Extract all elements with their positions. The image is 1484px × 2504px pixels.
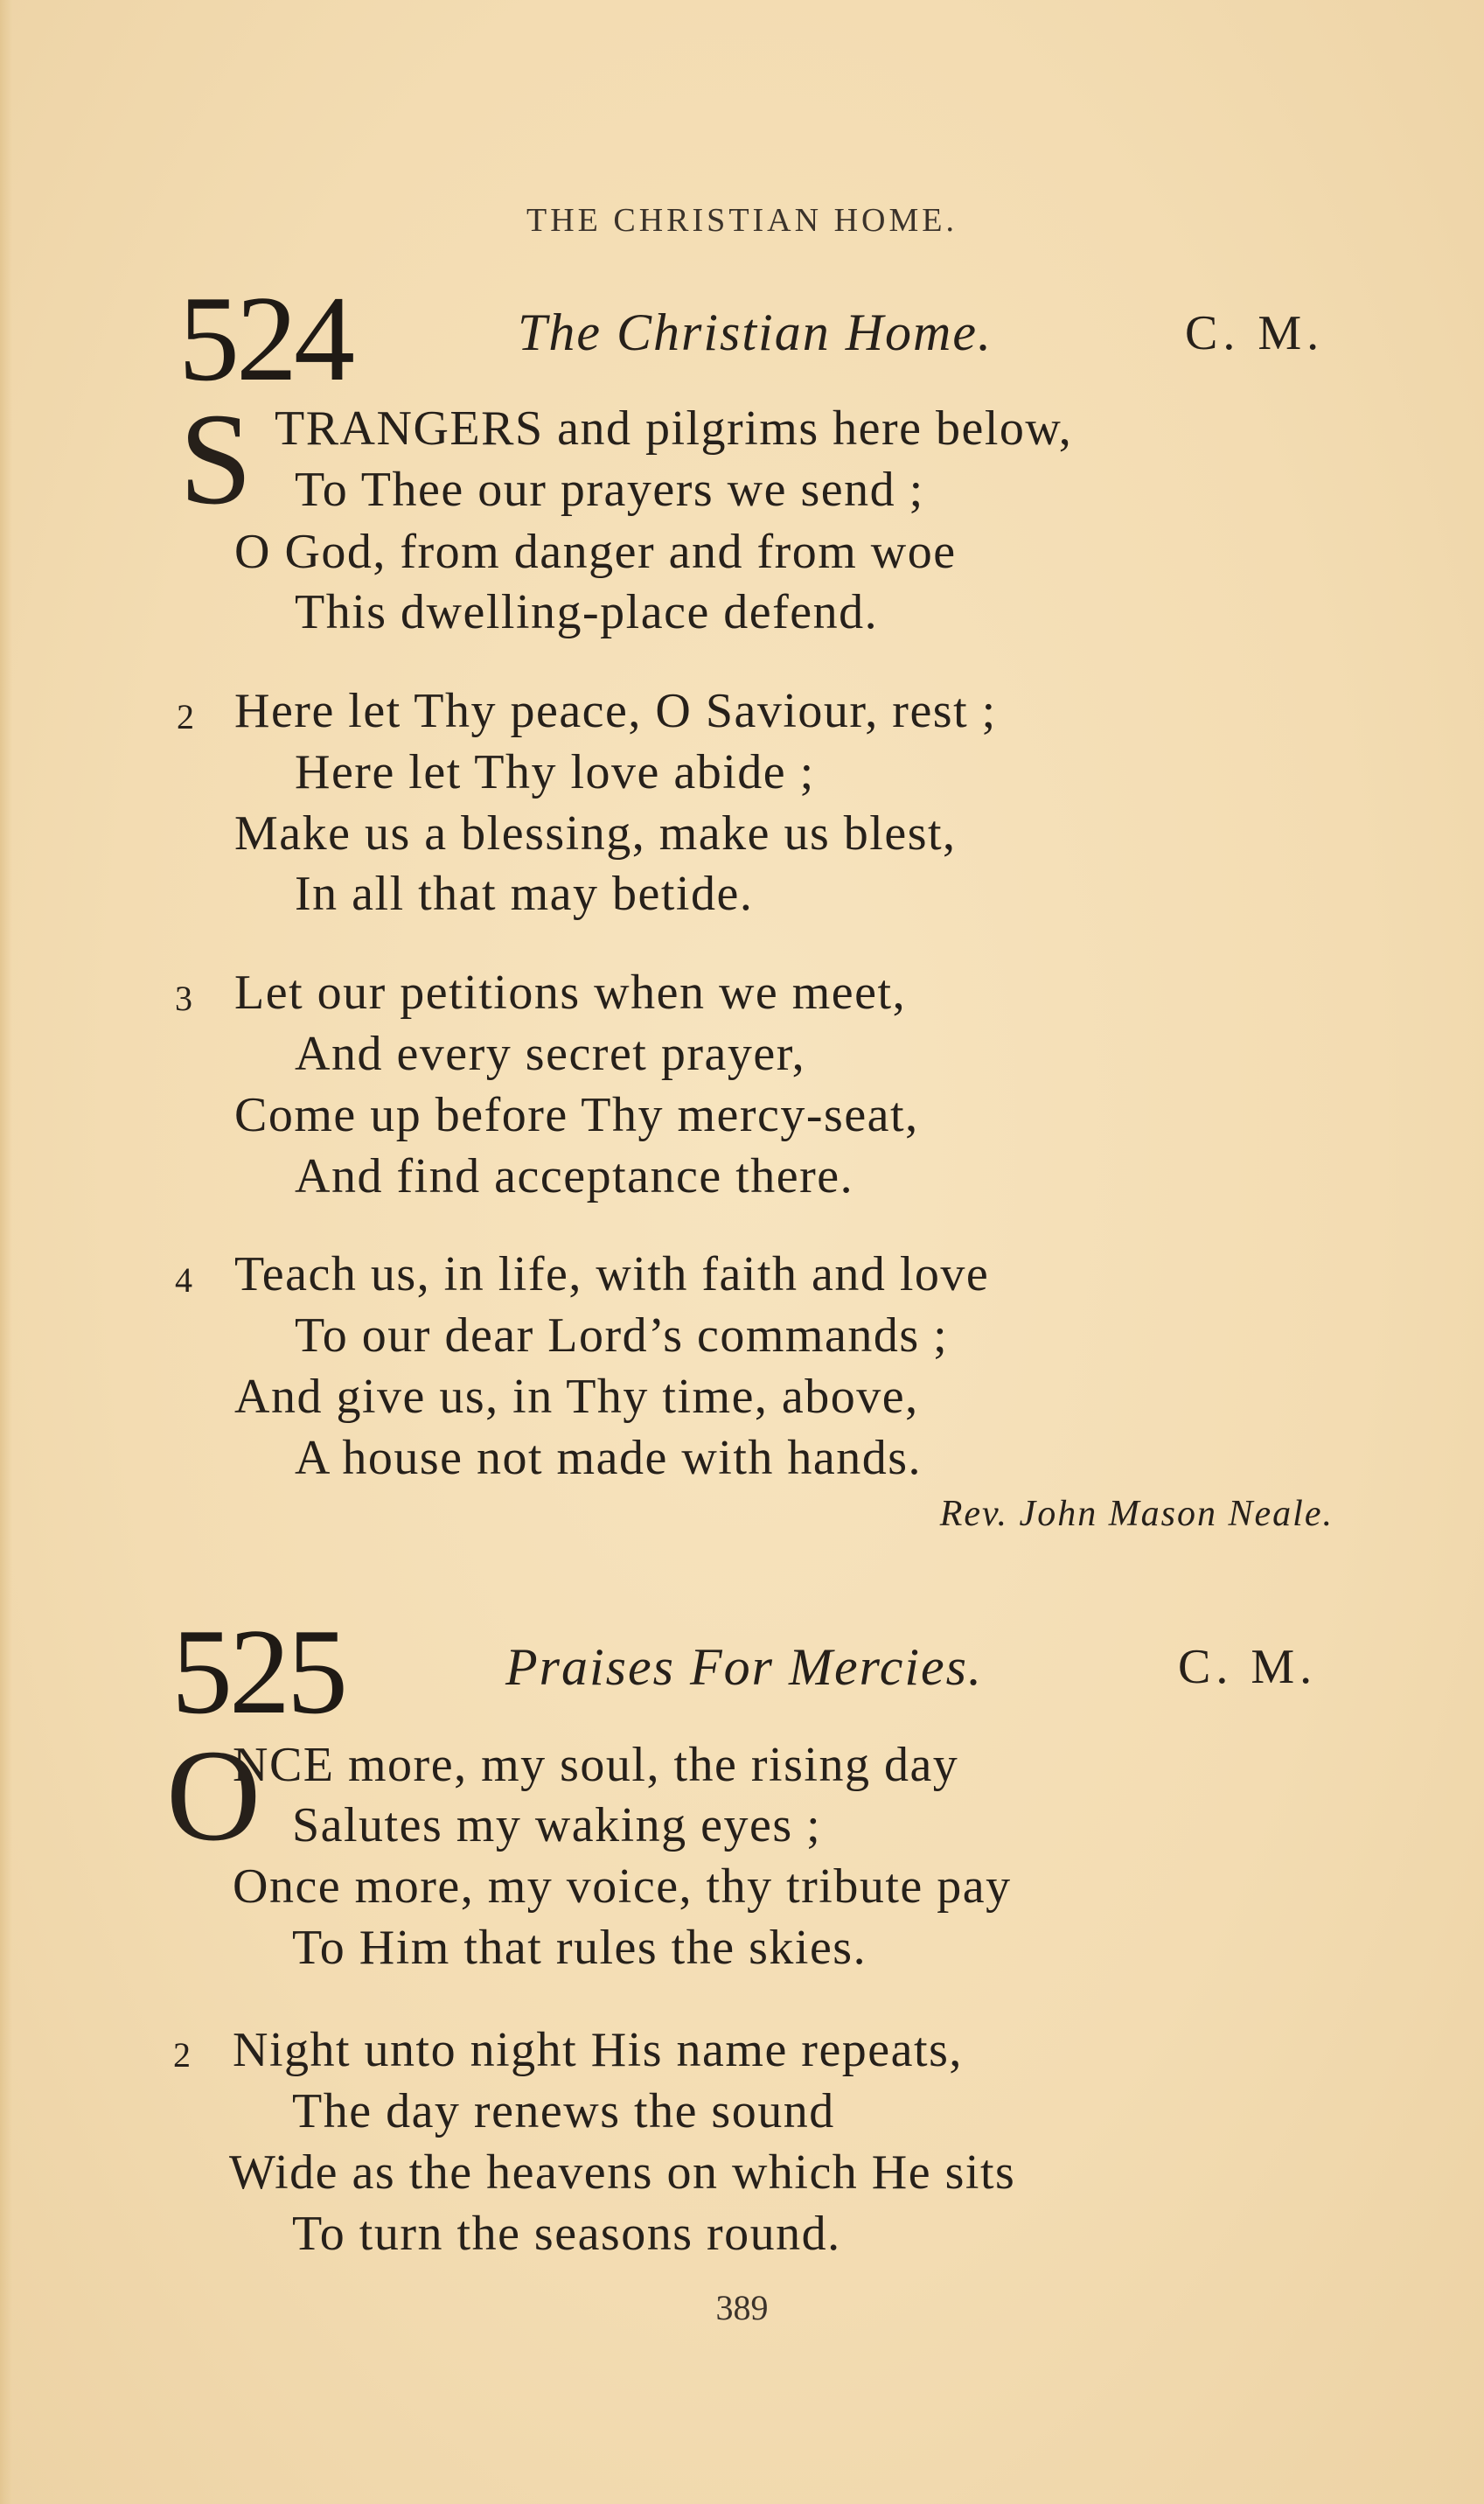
dropcap-524: S bbox=[179, 387, 253, 532]
verse-line: The day renews the sound bbox=[292, 2084, 835, 2138]
verse-line: Wide as the heavens on which He sits bbox=[229, 2145, 1016, 2200]
verse-line: To our dear Lord’s commands ; bbox=[295, 1308, 949, 1363]
page-number: 389 bbox=[715, 2288, 769, 2327]
verse-line: Come up before Thy mercy-seat, bbox=[234, 1088, 919, 1142]
verse-line: And every secret prayer, bbox=[295, 1027, 806, 1081]
verse-line: This dwelling-place defend. bbox=[295, 585, 879, 639]
meter-525: C. M. bbox=[1178, 1640, 1318, 1694]
verse-line: Here let Thy peace, O Saviour, rest ; bbox=[234, 684, 997, 738]
verse-line: Make us a blessing, make us blest, bbox=[234, 806, 957, 861]
verse-line: Once more, my voice, thy tribute pay bbox=[233, 1859, 1012, 1914]
hymn-number-525: 525 bbox=[171, 1604, 345, 1740]
verse-line: A house not made with hands. bbox=[295, 1431, 923, 1485]
hymn-title-525: Praises For Mercies. bbox=[505, 1638, 984, 1696]
verse-line: Here let Thy love abide ; bbox=[295, 745, 815, 799]
verse-line: To Thee our prayers we send ; bbox=[295, 463, 924, 517]
verse-line: And find acceptance there. bbox=[295, 1149, 854, 1203]
verse-line: In all that may betide. bbox=[295, 867, 754, 921]
hymn-title-524: The Christian Home. bbox=[518, 303, 993, 361]
verse-line: TRANGERS and pilgrims here below, bbox=[275, 401, 1073, 456]
verse-line: Salutes my waking eyes ; bbox=[292, 1798, 822, 1852]
verse-line: Night unto night His name repeats, bbox=[233, 2023, 963, 2077]
verse-line: O God, from danger and from woe bbox=[234, 525, 957, 579]
stanza-number: 2 bbox=[177, 697, 194, 736]
author-attribution: Rev. John Mason Neale. bbox=[939, 1494, 1334, 1534]
verse-line: To turn the seasons round. bbox=[292, 2207, 841, 2261]
verse-line: Let our petitions when we meet, bbox=[234, 966, 907, 1020]
stanza-number: 4 bbox=[175, 1260, 192, 1300]
stanza-number: 2 bbox=[173, 2035, 191, 2075]
verse-line: To Him that rules the skies. bbox=[292, 1921, 867, 1975]
dropcap-525: O bbox=[166, 1723, 261, 1868]
hymn-number-524: 524 bbox=[178, 271, 352, 407]
page-edge-shadow bbox=[0, 0, 12, 2504]
verse-line: And give us, in Thy time, above, bbox=[234, 1370, 919, 1424]
stanza-number: 3 bbox=[175, 979, 192, 1018]
meter-524: C. M. bbox=[1185, 306, 1325, 360]
verse-line: NCE more, my soul, the rising day bbox=[233, 1738, 959, 1792]
verse-line: Teach us, in life, with faith and love bbox=[234, 1247, 990, 1301]
running-head: THE CHRISTIAN HOME. bbox=[526, 202, 958, 239]
